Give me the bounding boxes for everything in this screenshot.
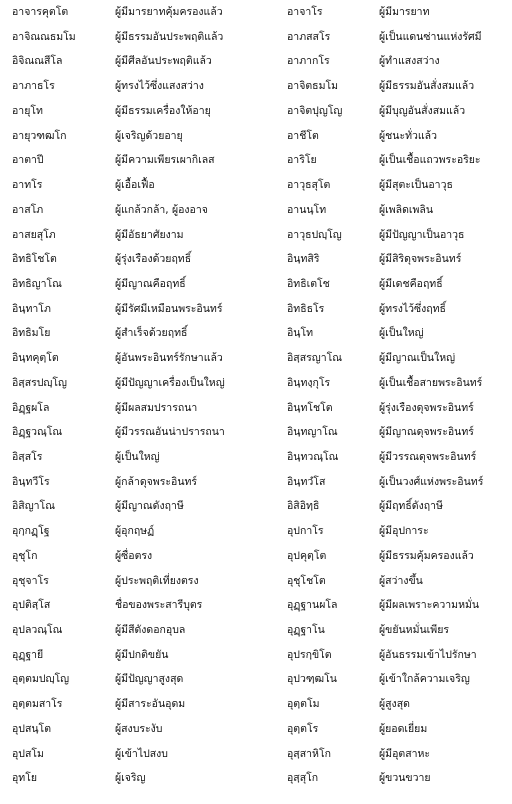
meaning-left: ผู้มีธรรมอันประพฤติแล้ว xyxy=(115,30,224,43)
meaning-left: ผู้ประพฤติเที่ยงตรง xyxy=(115,574,199,587)
pali-name-right: อาจิตธมโม xyxy=(287,80,339,93)
table-row xyxy=(0,472,512,492)
pali-name-left: อุทโย xyxy=(12,772,38,785)
meaning-right: ผู้เป็นวงศ์แห่งพระอินทร์ xyxy=(379,475,484,488)
pali-name-left: อาสยสุโภ xyxy=(12,228,56,241)
meaning-left: ผู้ทรงไว้ซึ่งแสงสว่าง xyxy=(115,80,204,93)
pali-name-right: อานนฺโท xyxy=(287,203,327,216)
pali-name-right: อิสิอิทฺธิ xyxy=(287,500,320,513)
table-row xyxy=(0,571,512,591)
pali-name-left: อุชุจาโร xyxy=(12,574,49,587)
pali-name-left: อิฏฺฐผโล xyxy=(12,401,50,414)
meaning-left: ผู้มีธรรมเครื่องให้อายุ xyxy=(115,104,211,117)
meaning-left: ผู้เจริญด้วยอายุ xyxy=(115,129,183,142)
pali-name-left: อุชุโก xyxy=(12,549,38,562)
table-row xyxy=(0,694,512,714)
pali-name-right: อินฺทวํโส xyxy=(287,475,326,488)
meaning-left: ผู้มีปัญญาสูงสุด xyxy=(115,673,184,686)
meaning-left: ผู้มีสาระอันอุดม xyxy=(115,698,186,711)
table-row xyxy=(0,447,512,467)
table-row xyxy=(0,200,512,220)
meaning-right: ผู้มีสิริดุจพระอินทร์ xyxy=(379,253,462,266)
table-row xyxy=(0,595,512,615)
pali-name-left: อุตฺตมปญฺโญ xyxy=(12,673,70,686)
meaning-right: ผู้มีวรรณดุจพระอินทร์ xyxy=(379,451,477,463)
table-row xyxy=(0,669,512,689)
meaning-right: ผู้ทำแสงสว่าง xyxy=(379,55,440,68)
meaning-left: ผู้มีอัธยาศัยงาม xyxy=(115,228,184,241)
meaning-right: ผู้เป็นเชื้อแถวพระอริยะ xyxy=(379,154,481,167)
pali-name-right: อิทธิธโร xyxy=(287,302,325,315)
pali-name-right: อาภสสโร xyxy=(287,30,331,43)
table-row xyxy=(0,620,512,640)
pali-name-left: อินฺทคุตฺโต xyxy=(12,352,59,365)
meaning-left: ผู้อันพระอินทร์รักษาแล้ว xyxy=(115,352,223,365)
meaning-right: ผู้มีธรรมอันสั่งสมแล้ว xyxy=(379,80,475,93)
meaning-right: ผู้มีฤทธิ์ดังฤาษี xyxy=(379,500,443,513)
pali-name-left: อุกฺกฏฺโฐ xyxy=(12,525,50,538)
meaning-right: ผู้มีอุปการะ xyxy=(379,525,429,538)
pali-name-right: อุปรกฺขิโต xyxy=(287,648,332,661)
pali-name-right: อุปวฑฺฒโน xyxy=(287,673,337,686)
table-row xyxy=(0,348,512,368)
pali-name-left: อาสโภ xyxy=(12,203,44,216)
meaning-left: ผู้มีผลสมปรารถนา xyxy=(115,401,198,414)
pali-name-right: อาชีโต xyxy=(287,129,319,142)
table-row xyxy=(0,51,512,71)
pali-name-left: อิทธิมโย xyxy=(12,327,51,340)
meaning-left: ผู้เป็นใหญ่ xyxy=(115,451,160,463)
meaning-right: ผู้มีสุตะเป็นอาวุธ xyxy=(379,179,453,191)
pali-name-right: อาริโย xyxy=(287,154,317,167)
pali-name-left: อิฏฺฐวณฺโณ xyxy=(12,426,63,439)
meaning-left: ผู้มีปกติขยัน xyxy=(115,648,169,661)
meaning-right: ผู้มีปัญญาเป็นอาวุธ xyxy=(379,228,465,241)
meaning-left: ผู้มีรัศมีเหมือนพระอินทร์ xyxy=(115,302,223,315)
pali-name-right: อินฺทสิริ xyxy=(287,253,320,266)
pali-name-left: อิทธิญาโณ xyxy=(12,277,62,290)
meaning-right: ผู้มีอุตสาหะ xyxy=(379,747,431,760)
pali-name-right: อาวุธสุโต xyxy=(287,179,331,191)
pali-name-left: อิทธิโชโต xyxy=(12,253,57,266)
meaning-left: ผู้สำเร็จด้วยฤทธิ์ xyxy=(115,327,188,340)
table-row xyxy=(0,150,512,170)
meaning-right: ผู้ขวนขวาย xyxy=(379,772,431,785)
meaning-left: ผู้มีความเพียรเผากิเลส xyxy=(115,154,215,167)
table-row xyxy=(0,645,512,665)
meaning-right: ผู้เป็นแดนซ่านแห่งรัศมี xyxy=(379,30,482,43)
table-row xyxy=(0,546,512,566)
pali-name-left: อาภาธโร xyxy=(12,80,55,93)
pali-name-right: อินฺโท xyxy=(287,327,314,340)
pali-name-right: อินฺทโชโต xyxy=(287,401,333,414)
meaning-right: ผู้ทรงไว้ซึ่งฤทธิ์ xyxy=(379,302,446,315)
table-row xyxy=(0,323,512,343)
pali-name-left: อุตฺตมสาโร xyxy=(12,698,63,711)
meaning-right: ผู้ชนะทั่วแล้ว xyxy=(379,129,438,142)
pali-name-right: อุปกาโร xyxy=(287,525,324,538)
table-row xyxy=(0,521,512,541)
meaning-right: ผู้อันธรรมเข้าไปรักษา xyxy=(379,648,477,661)
meaning-right: ผู้มีบุญอันสั่งสมแล้ว xyxy=(379,104,466,117)
meaning-left: ผู้มีญาณคือฤทธิ์ xyxy=(115,277,186,290)
table-row xyxy=(0,76,512,96)
meaning-left: ผู้กล้าดุจพระอินทร์ xyxy=(115,475,198,488)
pali-name-right: อุฏฺฐานผโล xyxy=(287,599,338,612)
pali-name-left: อาทโร xyxy=(12,179,43,191)
meaning-left: ผู้มีมารยาทคุ้มครองแล้ว xyxy=(115,6,223,18)
pali-name-left: อาจิณณธมโม xyxy=(12,30,76,43)
pali-name-left: อุปสโม xyxy=(12,747,44,760)
pali-name-left: อุปสนฺโต xyxy=(12,722,52,735)
pali-name-left: อิสิญาโณ xyxy=(12,500,55,513)
meaning-right: ผู้มีญาณดุจพระอินทร์ xyxy=(379,426,474,439)
table-row xyxy=(0,101,512,121)
pali-name-right: อุสฺสาหิโก xyxy=(287,747,331,760)
meaning-left: ผู้มีสีดังดอกอุบล xyxy=(115,624,186,636)
meaning-right: ผู้สว่างขึ้น xyxy=(379,574,423,587)
table-row xyxy=(0,719,512,739)
meaning-right: ผู้มีญาณเป็นใหญ่ xyxy=(379,352,456,365)
table-row xyxy=(0,249,512,269)
meaning-left: ผู้แกล้วกล้า, ผู้องอาจ xyxy=(115,203,208,216)
pali-name-right: อินฺทงฺกุโร xyxy=(287,376,331,389)
pali-name-right: อุตฺตโม xyxy=(287,698,320,711)
table-row xyxy=(0,398,512,418)
pali-name-left: อินฺทวีโร xyxy=(12,475,50,488)
table-row xyxy=(0,744,512,764)
pali-name-right: อาวุธปญฺโญ xyxy=(287,228,342,241)
meaning-right: ผู้เป็นใหญ่ xyxy=(379,327,424,340)
pali-name-right: อิสฺสรญาโณ xyxy=(287,352,342,365)
pali-name-right: อิทธิเตโช xyxy=(287,277,330,290)
meaning-left: ผู้มีศีลอันประพฤติแล้ว xyxy=(115,55,212,68)
pali-name-right: อินฺทญาโณ xyxy=(287,426,338,439)
table-row xyxy=(0,175,512,195)
table-row xyxy=(0,373,512,393)
table-row xyxy=(0,422,512,442)
pali-name-left: อินฺทาโภ xyxy=(12,302,51,315)
pali-name-right: อุสฺสุโก xyxy=(287,772,319,785)
meaning-right: ผู้เข้าใกล้ความเจริญ xyxy=(379,673,470,686)
meaning-left: ผู้สงบระงับ xyxy=(115,722,163,735)
meaning-right: ผู้สูงสุด xyxy=(379,698,410,711)
pali-name-left: อาจารคุตโต xyxy=(12,6,69,18)
pali-name-right: อาภากโร xyxy=(287,55,330,68)
pali-name-right: อุตฺตโร xyxy=(287,722,319,735)
meaning-left: ผู้มีวรรณอันน่าปรารถนา xyxy=(115,426,225,439)
pali-name-right: อาจาโร xyxy=(287,6,323,18)
meaning-left: ผู้อุกฤษฏ์ xyxy=(115,525,155,538)
pali-name-right: อุปคุตฺโต xyxy=(287,549,327,562)
meaning-left: ผู้รุ่งเรืองด้วยฤทธิ์ xyxy=(115,253,192,266)
pali-name-left: อิจิณณสีโล xyxy=(12,55,63,68)
pali-name-left: อุปติสฺโส xyxy=(12,599,51,612)
pali-name-right: อาจิตปุญโญ xyxy=(287,104,343,117)
pali-name-left: อุปลวณฺโณ xyxy=(12,624,63,636)
pali-name-right: อุฏฺฐาโน xyxy=(287,624,325,636)
table-row xyxy=(0,126,512,146)
meaning-left: ผู้ซื่อตรง xyxy=(115,549,153,562)
table-row xyxy=(0,2,512,22)
table-row xyxy=(0,225,512,245)
pali-name-right: อุชุโชโต xyxy=(287,574,326,587)
meaning-right: ผู้มีมารยาท xyxy=(379,6,430,18)
meaning-right: ผู้เป็นเชื้อสายพระอินทร์ xyxy=(379,376,483,389)
meaning-left: ผู้เอื้อเฟื้อ xyxy=(115,179,155,191)
pali-name-left: อาตาปี xyxy=(12,154,44,167)
meaning-right: ผู้เพลิดเพลิน xyxy=(379,203,434,216)
table-row xyxy=(0,274,512,294)
meaning-left: ชื่อของพระสารีบุตร xyxy=(115,599,203,612)
table-row xyxy=(0,299,512,319)
table-row xyxy=(0,27,512,47)
meaning-right: ผู้ขยันหมั่นเพียร xyxy=(379,624,449,636)
table-row xyxy=(0,768,512,788)
meaning-right: ผู้มีผลเพราะความหมั่น xyxy=(379,599,480,612)
meaning-left: ผู้มีปัญญาเครื่องเป็นใหญ่ xyxy=(115,376,225,389)
meaning-right: ผู้มีเดชคือฤทธิ์ xyxy=(379,277,443,290)
meaning-right: ผู้มีธรรมคุ้มครองแล้ว xyxy=(379,549,474,562)
pali-name-left: อิสฺสรปญฺโญ xyxy=(12,376,67,389)
meaning-right: ผู้ยอดเยี่ยม xyxy=(379,722,428,735)
meaning-left: ผู้เข้าไปสงบ xyxy=(115,747,168,760)
pali-name-left: อุฏฺฐายี xyxy=(12,648,44,661)
meaning-left: ผู้มีญาณดังฤาษี xyxy=(115,500,184,513)
pali-name-right: อินฺทวณฺโณ xyxy=(287,451,339,463)
meaning-left: ผู้เจริญ xyxy=(115,772,146,785)
pali-name-left: อายุวฑฒโก xyxy=(12,129,67,142)
table-row xyxy=(0,496,512,516)
meaning-right: ผู้รุ่งเรืองดุจพระอินทร์ xyxy=(379,401,474,414)
pali-name-left: อายุโท xyxy=(12,104,43,117)
pali-name-left: อิสฺสโร xyxy=(12,451,43,463)
